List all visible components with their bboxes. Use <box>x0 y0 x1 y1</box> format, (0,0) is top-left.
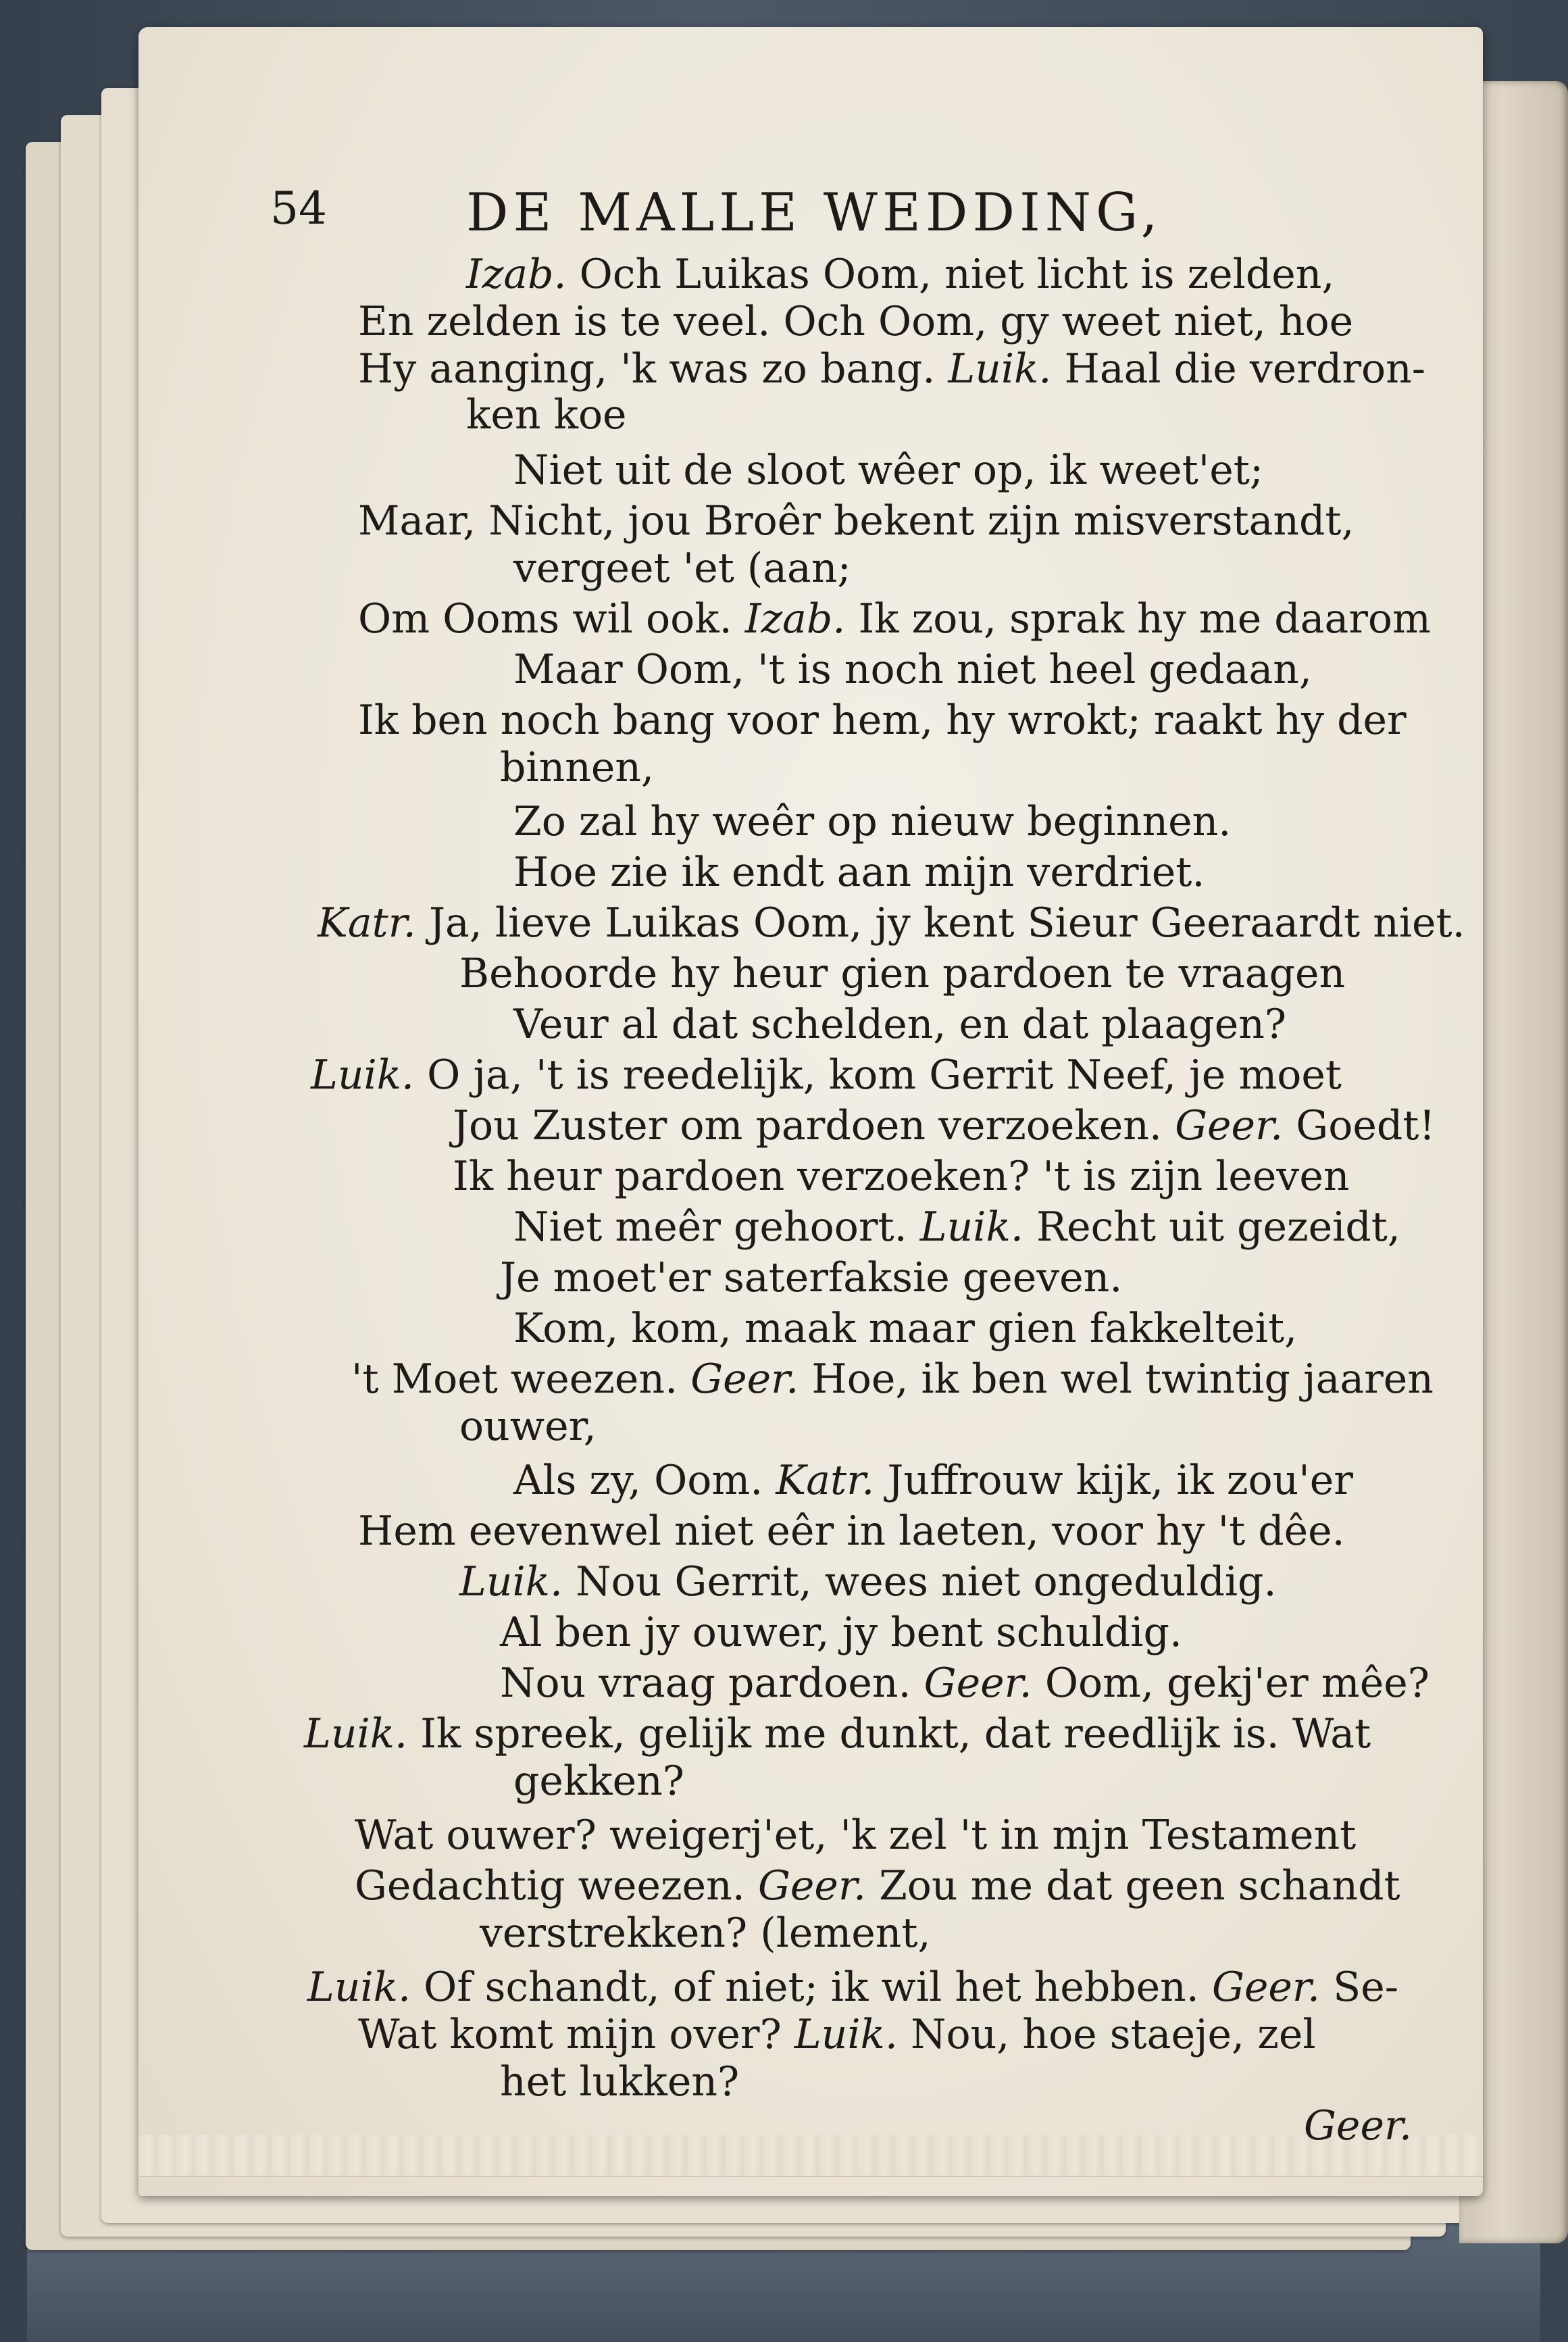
verse-line <box>358 2010 1316 2059</box>
line-text: Als zy, Oom. <box>513 1457 776 1504</box>
line-text: Se- <box>1320 1964 1399 2011</box>
line-text: O ja, 't is reedelijk, kom Gerrit Neef, je moet <box>414 1051 1342 1099</box>
speaker-label: Luik. <box>459 1558 563 1605</box>
line-text: Ik heur pardoen verzoeken? 't is zijn leeven <box>453 1153 1350 1200</box>
verse-line <box>513 1000 1286 1049</box>
verse-line <box>459 949 1345 998</box>
verse-line <box>459 1402 597 1451</box>
line-text: Ik zou, sprak hy me daarom <box>845 595 1431 643</box>
speaker-label: Geer. <box>1175 1102 1284 1149</box>
verse-line <box>466 391 627 439</box>
line-text: binnen, <box>500 744 655 791</box>
verse-line <box>358 345 1425 393</box>
speaker-label: Geer. <box>757 1862 867 1910</box>
verse-line <box>1304 2101 1412 2150</box>
verse-line <box>304 1710 1371 1758</box>
page-number: 54 <box>270 182 327 234</box>
line-text: Kom, kom, maak maar gien fakkelteit, <box>513 1305 1298 1352</box>
verse-line <box>358 595 1431 643</box>
line-text: 't Moet weezen. <box>351 1355 691 1403</box>
verse-line <box>513 1203 1400 1251</box>
speaker-label: Luik. <box>794 2011 898 2058</box>
speaker-label: Geer. <box>1211 1964 1321 2011</box>
line-text: ouwer, <box>459 1403 597 1450</box>
line-text: het lukken? <box>500 2058 740 2106</box>
line-text: Goedt! <box>1283 1102 1436 1149</box>
line-text: Recht uit gezeidt, <box>1023 1203 1400 1251</box>
line-text: Ik ben noch bang voor hem, hy wrokt; raakt hy der <box>358 697 1407 744</box>
line-text: Haal die verdron- <box>1051 345 1426 393</box>
line-text: Zo zal hy weêr op nieuw beginnen. <box>513 798 1232 845</box>
line-text: Zou me dat geen schandt <box>866 1862 1400 1910</box>
verse-line <box>358 696 1407 745</box>
verse-line <box>480 1909 931 1958</box>
line-text: Nou, hoe staeje, zel <box>897 2011 1316 2058</box>
speaker-label: Luik. <box>304 1710 408 1758</box>
line-text: vergeet 'et (aan; <box>513 545 851 592</box>
line-text: Hoe zie ik endt aan mijn verdriet. <box>513 849 1205 896</box>
line-text: Om Ooms wil ook. <box>358 595 745 643</box>
verse-line <box>500 1253 1122 1302</box>
line-text: Veur al dat schelden, en dat plaagen? <box>513 1001 1287 1048</box>
line-text: Niet meêr gehoort. <box>513 1203 920 1251</box>
line-text: Nou Gerrit, wees niet ongeduldig. <box>563 1558 1277 1605</box>
running-title: DE MALLE WEDDING, <box>466 182 1163 243</box>
speaker-label: Geer. <box>924 1660 1032 1707</box>
speaker-label: Luik. <box>948 345 1052 393</box>
verse-line <box>513 1304 1297 1353</box>
verse-line <box>355 1811 1356 1860</box>
line-text: Je moet'er saterfaksie geeven. <box>500 1254 1123 1301</box>
speaker-label: Luik. <box>311 1051 415 1099</box>
verse-line <box>500 2058 739 2106</box>
verse-line <box>311 1051 1342 1099</box>
speaker-label: Geer. <box>1304 2102 1413 2149</box>
line-text: Jou Zuster om pardoen verzoeken. <box>453 1102 1175 1149</box>
verse-line <box>453 1101 1435 1150</box>
verse-line <box>453 1152 1349 1201</box>
line-text: ken koe <box>466 391 627 439</box>
line-text: Gedachtig weezen. <box>355 1862 758 1910</box>
line-text: Hem eevenwel niet eêr in laeten, voor hy 't dêe. <box>358 1508 1345 1555</box>
verse-line <box>513 446 1263 495</box>
speaker-label: Katr. <box>776 1457 875 1504</box>
speaker-label: Izab. <box>744 595 846 643</box>
speaker-label: Izab. <box>466 251 567 298</box>
line-text: Maar, Nicht, jou Broêr bekent zijn misverstandt, <box>358 497 1355 545</box>
line-text: Behoorde hy heur gien pardoen te vraagen <box>459 950 1346 997</box>
verse-line <box>513 645 1312 694</box>
line-text: Ja, lieve Luikas Oom, jy kent Sieur Geeraardt niet. <box>415 899 1465 947</box>
line-text: gekken? <box>513 1758 684 1805</box>
line-text: Niet uit de sloot wêer op, ik weet'et; <box>513 447 1264 494</box>
speaker-label: Luik. <box>307 1964 411 2011</box>
speaker-label: Katr. <box>318 899 416 947</box>
line-text: Hoe, ik ben wel twintig jaaren <box>799 1355 1434 1403</box>
line-text: En zelden is te veel. Och Oom, gy weet niet, hoe <box>358 298 1354 345</box>
verse-line <box>307 1963 1398 2012</box>
speaker-label: Luik. <box>919 1203 1023 1251</box>
line-text: Wat komt mijn over? <box>358 2011 794 2058</box>
verse-line <box>513 848 1205 897</box>
verse-line <box>466 250 1335 299</box>
verse-line <box>513 1757 684 1805</box>
verse-line <box>513 797 1231 846</box>
verse-line <box>318 899 1465 947</box>
verse-line <box>500 1659 1430 1708</box>
speaker-label: Geer. <box>690 1355 799 1403</box>
line-text: Juffrouw kijk, ik zou'er <box>874 1457 1353 1504</box>
verse-line <box>500 743 654 792</box>
line-text: Nou vraag pardoen. <box>500 1660 924 1707</box>
line-text: Of schandt, of niet; ik wil het hebben. <box>411 1964 1212 2011</box>
verse-line <box>500 1608 1182 1657</box>
line-text: Maar Oom, 't is noch niet heel gedaan, <box>513 646 1312 693</box>
verse-line <box>358 497 1355 545</box>
line-text: Ik spreek, gelijk me dunkt, dat reedlijk is. Wat <box>407 1710 1371 1758</box>
verse-line <box>355 1862 1400 1910</box>
verse-line <box>513 1456 1353 1505</box>
line-text: Och Luikas Oom, niet licht is zelden, <box>566 251 1335 298</box>
verse-line <box>459 1558 1277 1606</box>
verse-line <box>513 544 851 593</box>
line-text: Oom, gekj'er mêe? <box>1032 1660 1430 1707</box>
line-text: verstrekken? (lement, <box>480 1910 931 1957</box>
line-text: Al ben jy ouwer, jy bent schuldig. <box>500 1609 1182 1656</box>
line-text: Wat ouwer? weigerj'et, 'k zel 't in mjn Testament <box>355 1812 1357 1859</box>
line-text: Hy aanging, 'k was zo bang. <box>358 345 949 393</box>
verse-line <box>351 1355 1434 1403</box>
verse-line <box>358 297 1353 346</box>
verse-line <box>358 1507 1345 1555</box>
